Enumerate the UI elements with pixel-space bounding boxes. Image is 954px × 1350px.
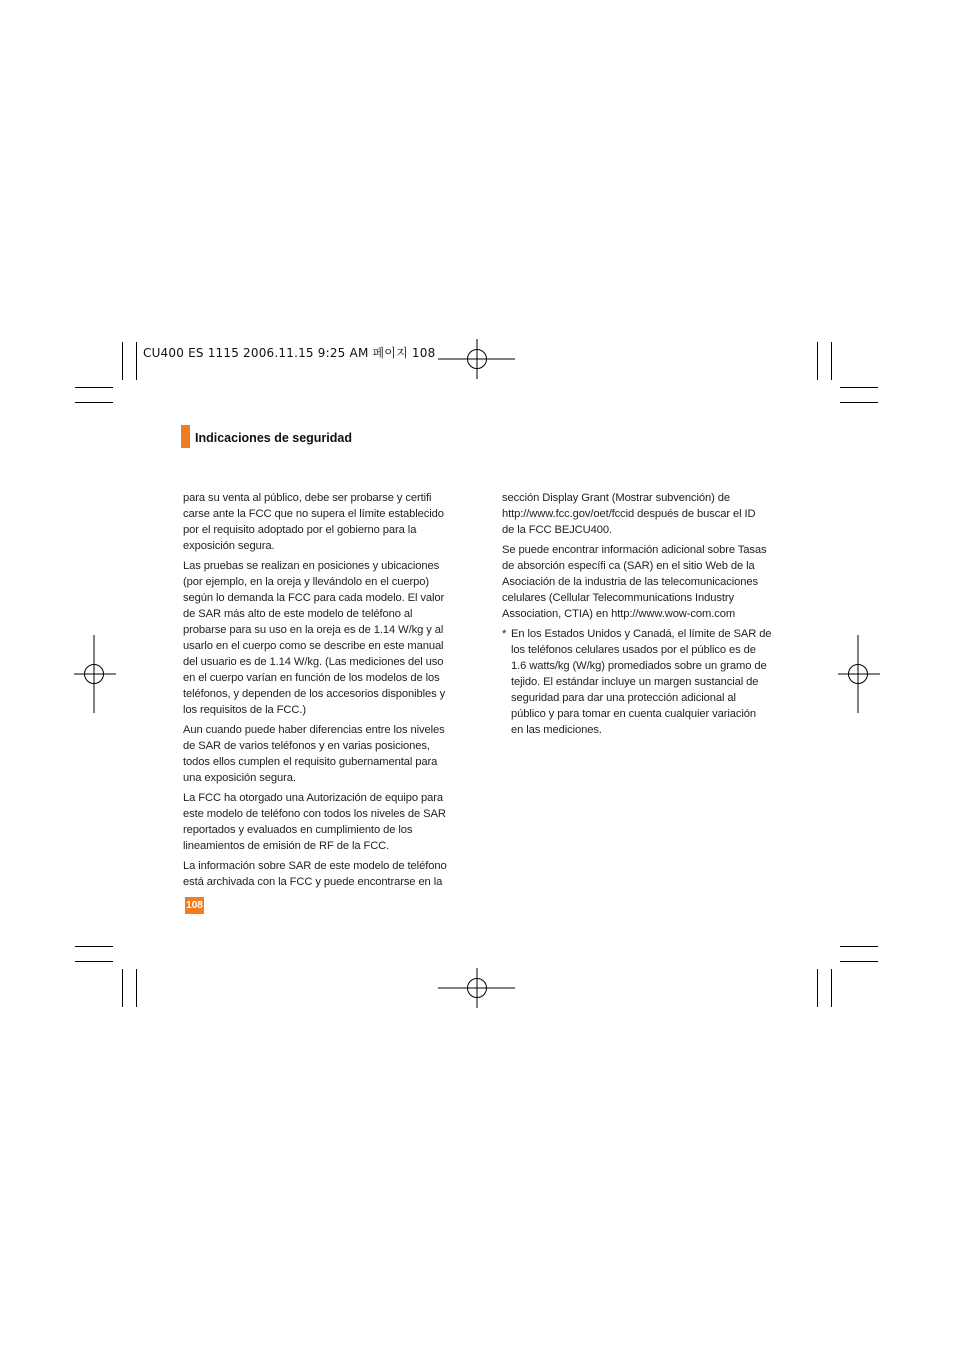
section-title: Indicaciones de seguridad: [195, 431, 352, 445]
registration-mark-right: [838, 634, 880, 714]
text-line: Las pruebas se realizan en posiciones y ubicaciones: [183, 560, 440, 572]
text-line: los requisitos de la FCC.): [183, 704, 306, 716]
paragraph: [502, 490, 771, 538]
text-line: (por ejemplo, en la oreja y llevándolo en el cuerpo): [183, 576, 430, 588]
text-line: por el requisito adoptado por el gobierno para la: [183, 524, 417, 536]
text-line: según lo demanda la FCC para cada modelo. El valor: [183, 592, 445, 604]
text-line: lineamientos de emisión de RF de la FCC.: [183, 840, 390, 852]
paragraph: [183, 558, 447, 718]
crop-mark: [75, 946, 113, 947]
crop-mark: [840, 387, 878, 388]
crop-mark: [840, 961, 878, 962]
crop-mark: [122, 342, 123, 380]
crop-mark: [831, 342, 832, 380]
paragraph: [502, 542, 771, 622]
note-bullet: *: [502, 628, 507, 640]
paragraph: [183, 490, 447, 554]
print-slug: CU400 ES 1115 2006.11.15 9:25 AM 페이지 108: [143, 346, 436, 360]
registration-mark-left: [74, 634, 116, 714]
paragraph: [183, 790, 447, 854]
crop-mark: [75, 961, 113, 962]
crop-mark: [136, 969, 137, 1007]
text-line: de SAR de varios teléfonos y en varias posiciones,: [183, 740, 430, 752]
text-line: está archivada con la FCC y puede encontrarse en la: [183, 876, 443, 888]
text-line: exposición segura.: [183, 540, 275, 552]
page-number-badge: 108: [185, 897, 204, 914]
text-line: Aun cuando puede haber diferencias entre los niveles: [183, 724, 445, 736]
text-line: seguridad para dar una protección adicional al: [511, 692, 736, 704]
crop-mark: [75, 402, 113, 403]
text-line: 1.6 watts/kg (W/kg) promediados sobre un gramo de: [511, 660, 767, 672]
left-column: [183, 490, 447, 894]
text-line: carse ante la FCC que no supera el límite establecido: [183, 508, 444, 520]
text-line: público y para tomar en cuenta cualquier variación: [511, 708, 756, 720]
crop-mark: [122, 969, 123, 1007]
right-column: [502, 490, 771, 742]
registration-mark-top: [437, 339, 517, 379]
text-line: todos ellos cumplen el requisito gubernamental para: [183, 756, 438, 768]
text-line: este modelo de teléfono con todos los niveles de SAR: [183, 808, 446, 820]
section-accent-bar: [181, 425, 190, 448]
text-line: sección Display Grant (Mostrar subvención) de: [502, 492, 731, 504]
paragraph: [183, 858, 447, 890]
text-line: tejido. El estándar incluye un margen sustancial de: [511, 676, 759, 688]
text-line: celulares (Cellular Telecommunications Industry: [502, 592, 734, 604]
crop-mark: [831, 969, 832, 1007]
text-line: En los Estados Unidos y Canadá, el límite de SAR de: [511, 628, 772, 640]
crop-mark: [840, 946, 878, 947]
text-line: de la FCC BEJCU400.: [502, 524, 613, 536]
text-line: en las mediciones.: [511, 724, 602, 736]
paragraph: [183, 722, 447, 786]
crop-mark: [136, 342, 137, 380]
crop-mark: [840, 402, 878, 403]
text-line: de SAR más alto de este modelo de teléfono al: [183, 608, 413, 620]
text-line: los teléfonos celulares usados por el público es de: [511, 644, 756, 656]
crop-mark: [75, 387, 113, 388]
crop-mark: [817, 969, 818, 1007]
text-line: usarlo en el cuerpo como se describe en este manual: [183, 640, 444, 652]
text-line: Association, CTIA) en http://www.wow-com.com: [502, 608, 736, 620]
text-line: Asociación de la industria de las telecomunicaciones: [502, 576, 758, 588]
sar-limit-note: [502, 626, 771, 738]
text-line: en el cuerpo varían en función de los modelos de los: [183, 672, 440, 684]
text-line: reportados y evaluados en cumplimiento de los: [183, 824, 413, 836]
text-line: una exposición segura.: [183, 772, 296, 784]
text-line: http://www.fcc.gov/oet/fccid después de buscar el ID: [502, 508, 756, 520]
text-line: probarse para su uso en la oreja es de 1.14 W/kg y al: [183, 624, 444, 636]
text-line: Se puede encontrar información adicional sobre Tasas: [502, 544, 767, 556]
text-line: La FCC ha otorgado una Autorización de equipo para: [183, 792, 443, 804]
registration-mark-bottom: [437, 968, 517, 1008]
text-line: para su venta al público, debe ser probarse y certifi: [183, 492, 432, 504]
text-line: del usuario es de 1.14 W/kg. (Las mediciones del uso: [183, 656, 444, 668]
text-line: de absorción específi ca (SAR) en el sitio Web de la: [502, 560, 755, 572]
text-line: La información sobre SAR de este modelo de teléfono: [183, 860, 447, 872]
text-line: teléfonos, y dependen de los accesorios disponibles y: [183, 688, 446, 700]
crop-mark: [817, 342, 818, 380]
